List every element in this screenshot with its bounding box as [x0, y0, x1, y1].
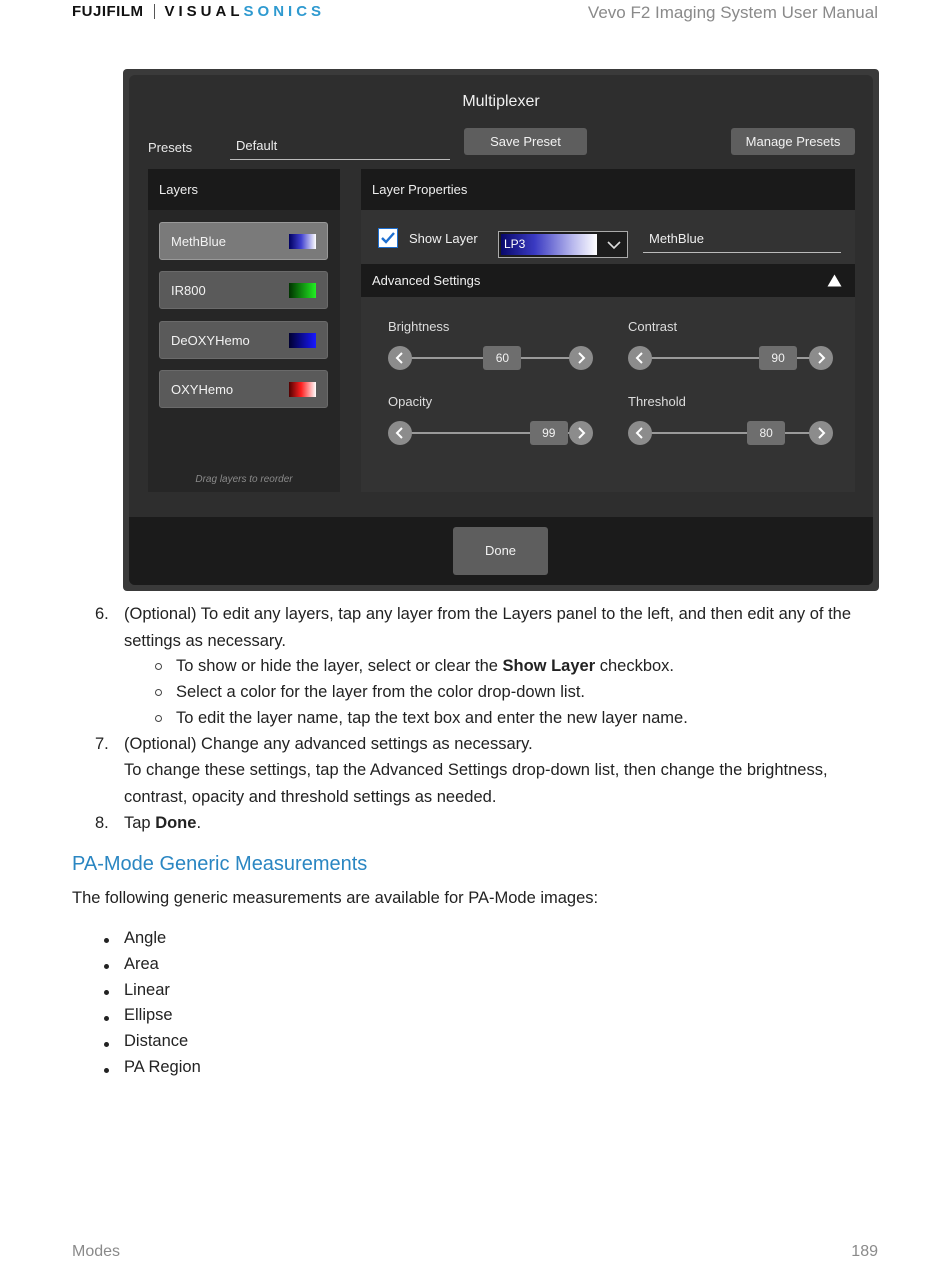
list-item: Ellipse	[124, 1006, 173, 1024]
chevron-right-icon	[575, 352, 587, 364]
bullet-dot	[104, 1042, 109, 1047]
advanced-settings-label: Advanced Settings	[372, 273, 481, 288]
show-layer-label: Show Layer	[409, 231, 478, 246]
sub-bullet	[155, 689, 162, 696]
layer-color-swatch	[289, 382, 316, 397]
multiplexer-dialog	[129, 75, 873, 585]
fujifilm-logo-text: FUJIFILM	[72, 2, 144, 20]
document-title: Vevo F2 Imaging System User Manual	[587, 3, 878, 22]
layer-color-swatch	[289, 283, 316, 298]
layer-properties-panel	[361, 169, 855, 492]
slider-value-handle[interactable]: 60	[483, 346, 521, 370]
presets-field[interactable]: Default	[230, 138, 450, 160]
list-item: Area	[124, 955, 159, 973]
dialog-title: Multiplexer	[462, 93, 540, 110]
bullet-dot	[104, 1016, 109, 1021]
bullet-dot	[104, 1068, 109, 1073]
chevron-right-icon	[815, 427, 827, 439]
threshold-slider[interactable]	[628, 421, 833, 445]
list-item: Angle	[124, 929, 167, 947]
sub-item-color: Select a color for the layer from the color drop-down list.	[176, 683, 586, 701]
triangle-up-icon	[827, 274, 842, 287]
presets-label: Presets	[148, 140, 193, 155]
layer-color-swatch	[289, 333, 316, 348]
color-dropdown[interactable]	[498, 231, 628, 258]
increase-button[interactable]	[569, 346, 593, 370]
show-layer-checkbox[interactable]	[378, 228, 398, 248]
chevron-left-icon	[394, 427, 406, 439]
list-item: PA Region	[124, 1058, 201, 1076]
increase-button[interactable]	[569, 421, 593, 445]
step-number: 6.	[95, 605, 109, 623]
step6-text-line2: settings as necessary.	[124, 632, 287, 650]
contrast-slider[interactable]	[628, 346, 833, 370]
decrease-button[interactable]	[388, 346, 412, 370]
layer-name: OXYHemo	[171, 382, 234, 397]
step7-text-line3: contrast, opacity and threshold settings as needed.	[124, 788, 497, 806]
page-number: 189	[851, 1243, 878, 1260]
increase-button[interactable]	[809, 421, 833, 445]
layer-name: DeOXYHemo	[171, 333, 250, 348]
brand-logo	[72, 2, 325, 20]
layers-panel	[148, 169, 340, 492]
sub1-text-end: checkbox.	[595, 657, 675, 675]
step8-text-end: .	[196, 814, 202, 832]
color-dropdown-value: LP3	[504, 237, 526, 251]
sub-item-name: To edit the layer name, tap the text box and enter the new layer name.	[176, 709, 688, 727]
section-intro: The following generic measurements are available for PA-Mode images:	[72, 889, 599, 907]
section-heading: PA-Mode Generic Measurements	[72, 853, 368, 875]
decrease-button[interactable]	[628, 346, 652, 370]
sub-bullet	[155, 663, 162, 670]
step8-text	[124, 810, 201, 836]
visualsonics-logo-text	[165, 3, 326, 20]
multiplexer-screenshot	[123, 69, 879, 591]
layer-name: MethBlue	[171, 234, 226, 249]
step-number: 8.	[95, 814, 109, 832]
advanced-settings-toggle[interactable]	[361, 264, 855, 297]
slider-value-handle[interactable]: 80	[747, 421, 785, 445]
threshold-label: Threshold	[628, 394, 686, 409]
layers-header: Layers	[148, 169, 340, 210]
bullet-dot	[104, 938, 109, 943]
sub-bullet	[155, 715, 162, 722]
opacity-slider[interactable]	[388, 421, 593, 445]
decrease-button[interactable]	[388, 421, 412, 445]
brightness-slider[interactable]	[388, 346, 593, 370]
sub1-text: To show or hide the layer, select or clear the	[176, 657, 503, 675]
step-number: 7.	[95, 735, 109, 753]
list-item: Linear	[124, 981, 170, 999]
brightness-label: Brightness	[388, 319, 450, 334]
step7-text-line2: To change these settings, tap the Advanced Settings drop-down list, then change the brightness,	[124, 761, 828, 779]
drag-hint: Drag layers to reorder	[195, 474, 293, 485]
manage-presets-button[interactable]: Manage Presets	[731, 128, 855, 155]
layer-item-oxyhemo[interactable]	[159, 370, 328, 408]
layer-item-deoxyhemo[interactable]	[159, 321, 328, 359]
footer-section-name: Modes	[72, 1243, 121, 1260]
logo-sonics: SONICS	[243, 2, 326, 20]
chevron-down-icon	[607, 238, 621, 252]
checkmark-icon	[379, 229, 397, 247]
show-layer-bold: Show Layer	[502, 657, 596, 675]
layer-item-ir800[interactable]	[159, 271, 328, 309]
chevron-right-icon	[575, 427, 587, 439]
logo-divider	[154, 4, 155, 19]
increase-button[interactable]	[809, 346, 833, 370]
save-preset-button[interactable]: Save Preset	[464, 128, 587, 155]
contrast-label: Contrast	[628, 319, 678, 334]
chevron-left-icon	[634, 427, 646, 439]
slider-track	[640, 432, 821, 434]
done-button[interactable]: Done	[453, 527, 548, 575]
layer-item-methblue[interactable]	[159, 222, 328, 260]
step6-text-line1: (Optional) To edit any layers, tap any layer from the Layers panel to the left, and then edit any of the	[124, 605, 852, 623]
step8-text-start: Tap	[124, 814, 156, 832]
layer-name: IR800	[171, 283, 206, 298]
list-item: Distance	[124, 1032, 189, 1050]
slider-value-handle[interactable]: 99	[530, 421, 568, 445]
done-bold: Done	[155, 814, 197, 832]
logo-visual: VISUAL	[164, 2, 244, 20]
sub-item-show-layer	[176, 653, 674, 679]
opacity-label: Opacity	[388, 394, 433, 409]
step7-text-line1: (Optional) Change any advanced settings as necessary.	[124, 735, 533, 753]
chevron-left-icon	[634, 352, 646, 364]
layer-color-swatch	[289, 234, 316, 249]
decrease-button[interactable]	[628, 421, 652, 445]
chevron-right-icon	[815, 352, 827, 364]
layer-properties-header: Layer Properties	[361, 169, 855, 210]
bullet-dot	[104, 990, 109, 995]
bullet-dot	[104, 964, 109, 969]
chevron-left-icon	[394, 352, 406, 364]
layer-name-field[interactable]: MethBlue	[643, 231, 841, 253]
slider-value-handle[interactable]: 90	[759, 346, 797, 370]
